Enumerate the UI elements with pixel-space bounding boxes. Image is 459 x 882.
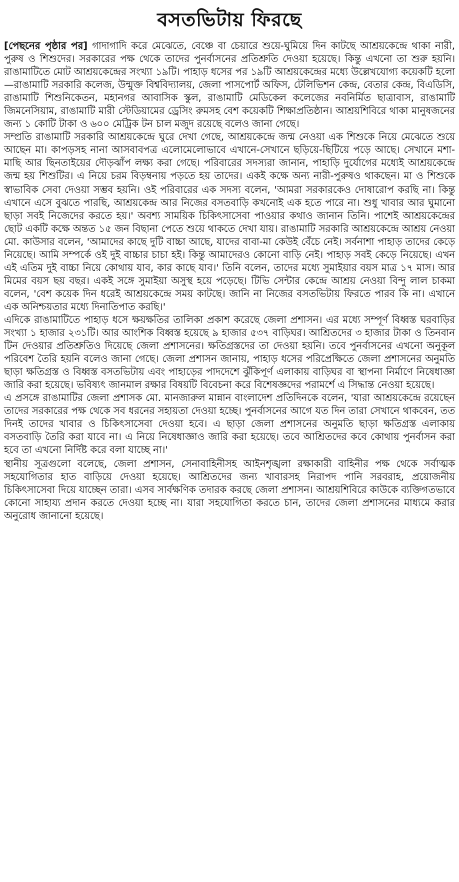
article-paragraph-5: স্থানীয় সূত্রগুলো বলেছে, জেলা প্রশাসন, সেনাবাহিনীসহ আইনশৃঙ্খলা রক্ষাকারী বাহিনীর পক্ষ থেকে সর্বাত্মক সহযোগিতার হাত বাড়িয়ে দেওয়া হয়েছে। আশ্রিতদের জন্য খাবারসহ নিরাপদ পানি সরবরাহ, প্রয়োজনীয় চিকিৎসাসেবা দিয়ে যাচ্ছেন তারা। এসব সার্বক্ষণিক তদারক করছে জেলা প্রশাসন। আশ্রয়শিবিরে কাউকে ব্যক্তিগতভাবে কোনো সাহায্য প্রদান করতে দেওয়া হচ্ছে না। যারা সহযোগিতা করতে চান, তাদের জেলা প্রশাসনের মাধ্যমে করার অনুরোধ জানানো হয়েছে। xyxy=(4,458,455,522)
article-body xyxy=(4,40,455,523)
article-paragraph-2: সম্প্রতি রাঙামাটি সরকারি আশ্রয়কেন্দ্রে ঘুরে দেখা গেছে, আশ্রয়কেন্দ্রে জন্ম নেওয়া এক শিশুকে নিয়ে মেঝেতে শুয়ে আছেন মা। কাপড়সহ নানা আসবাবপত্র এলোমেলোভাবে এখানে-সেখানে ছড়িয়ে-ছিটিয়ে পড়ে আছে। সেখানে মশা-মাছি আর ছিনতাইয়ের দৌড়ঝাঁপ লক্ষ্য করা গেছে। পরিবারের সদস্যরা জানান, পাহাড়ি দুর্যোগের মধ্যেই আশ্রয়কেন্দ্রে জন্ম হয় শিশুটির। এ নিয়ে চরম বিড়ম্বনায় পড়তে হয় তাদের। একই কক্ষে অন্য নারী-পুরুষও থাকছেন। মা ও শিশুকে স্বাভাবিক সেবা দেওয়া সম্ভব হয়নি। ওই পরিবারের এক সদস্য বলেন, 'আমরা সরকারকেও দোষারোপ করছি না। কিন্তু এখানে এসে বুঝতে পারছি, আশ্রয়কেন্দ্র আর নিজের বসতবাড়ি কখনোই এক হতে পারে না। শুধু খাবার আর ঘুমানো ছাড়া সবই নিজেদের করতে হয়।' অবশ্য সাময়িক চিকিৎসাসেবা পাওয়ার কথাও জানান তিনি। পাশেই আশ্রয়কেন্দ্রের ছোট একটি কক্ষে অন্তত ১৫ জন বিছানা পেতে শুয়ে থাকতে দেখা যায়। রাঙামাটি সরকারি আশ্রয়কেন্দ্রে আশ্রয় নেওয়া মো. কাউসার বলেন, 'আমাদের কাছে দুটি বাচ্চা আছে, যাদের বাবা-মা কেউই বেঁচে নেই। সর্বনাশা পাহাড় তাদের কেড়ে নিয়েছে। আমি সম্পর্কে ওই দুই বাচ্চার চাচা হই। কিন্তু আমাদেরও কোনো বাড়ি নেই। পাহাড় সবই কেড়ে নিয়েছে। এখন এই এতিম দুই বাচ্চা নিয়ে কোথায় যাব, কার কাছে যাব।' তিনি বলেন, তাদের মধ্যে সুমাইয়ার বয়স মাত্র ১৭ মাস। আর মিমের বয়স ছয় বছর। একই সঙ্গে সুমাইয়া অসুস্থ হয়ে পড়েছে। টিভি সেন্টার কেন্দ্রে আশ্রয় নেওয়া বিন্দু লাল চাকমা বলেন, 'বেশ কয়েক দিন ধরেই আশ্রয়কেন্দ্রে সময় কাটছে। জানি না নিজের বসতভিটায় ফিরতে পারব কি না। এখানে এক অনিশ্চয়তার মধ্যে দিনাতিপাত করছি।' xyxy=(4,132,455,313)
article-paragraph-1 xyxy=(4,40,455,131)
article-headline: বসতভিটায় ফিরছে xyxy=(157,9,302,31)
continued-from-tag: [পেছনের পৃষ্ঠার পর] xyxy=(4,41,88,52)
paragraph-text: গাদাগাদি করে মেঝেতে, বেঞ্চে বা চেয়ারে শুয়ে-ঘুমিয়ে দিন কাটছে আশ্রয়কেন্দ্রে থাকা নারী, পুরুষ ও শিশুদের। সরকারের পক্ষ থেকে তাদের পুনর্বাসনের প্রতিশ্রুতি দেওয়া হয়েছে। কিন্তু এখনো তা শুরু হয়নি। রাঙামাটিতে মোট আশ্রয়কেন্দ্রের সংখ্যা ১৯টি। পাহাড় ধসের পর ১৯টি আশ্রয়কেন্দ্রের মধ্যে উল্লেখযোগ্য কয়েকটি হলো—রাঙামাটি সরকারি কলেজ, উন্মুক্ত বিশ্ববিদ্যালয়, জেলা পাসপোর্ট অফিস, টেলিভিশন কেন্দ্র, বেতার কেন্দ্র, বিএডিসি, রাঙামাটি শিশুনিকেতন, মহানগর আবাসিক স্কুল, রাঙামাটি মেডিকেল কলেজের নবনির্মিত ছাত্রাবাস, রাঙামাটি জিমনেসিয়াম, রাঙামাটি মারী স্টেডিয়ামের ড্রেসিং রুমসহ বেশ কয়েকটি শিক্ষাপ্রতিষ্ঠান। আশ্রয়শিবিরে থাকা মানুষজনের জন্য ১ কোটি টাকা ও ৬০০ মেট্রিক টন চাল মজুদ রয়েছে বলেও জানা গেছে। xyxy=(4,41,455,131)
article-paragraph-3: এদিকে রাঙামাটিতে পাহাড় ধসে ক্ষয়ক্ষতির তালিকা প্রকাশ করেছে জেলা প্রশাসন। এর মধ্যে সম্পূর্ণ বিধ্বস্ত ঘরবাড়ির সংখ্যা ১ হাজার ২৩১টি। আর আংশিক বিধ্বস্ত হয়েছে ৯ হাজার ৫৩৭ বাড়িঘর। আশ্রিতদের ৩ হাজার টাকা ও তিনবান টিন দেওয়ার প্রতিশ্রুতিও দিয়েছে জেলা প্রশাসনের। ক্ষতিগ্রস্তদের তা দেওয়া হয়নি। তবে পুনর্বাসনের এখনো অনুকূল পরিবেশ তৈরি হয়নি বলেও জানা গেছে। জেলা প্রশাসন জানায়, পাহাড় ধসের পরিপ্রেক্ষিতে জেলা প্রশাসনের অনুমতি ছাড়া ক্ষতিগ্রস্ত ও বিধ্বস্ত বসতভিটায় এবং পাহাড়ের পাদদেশে ঝুঁকিপূর্ণ এলাকায় বাড়িঘর বা স্থাপনা নির্মাণে নিষেধাজ্ঞা জারি করা হয়েছে। ভবিষ্যৎ জানমাল রক্ষার বিষয়টি বিবেচনা করে বিশেষজ্ঞদের পরামর্শে এ সিদ্ধান্ত নেওয়া হয়েছে। xyxy=(4,314,455,392)
article-paragraph-4: এ প্রসঙ্গে রাঙামাটির জেলা প্রশাসক মো. মানজারুল মান্নান বাংলাদেশ প্রতিদিনকে বলেন, 'যারা আশ্রয়কেন্দ্রে রয়েছেন তাদের সরকারের পক্ষ থেকে সব ধরনের সহায়তা দেওয়া হচ্ছে। পুনর্বাসনের আগে যত দিন তারা সেখানে থাকবেন, তত দিনই তাদের খাবার ও চিকিৎসাসেবা দেওয়া হবে। এ ছাড়া জেলা প্রশাসনের অনুমতি ছাড়া ক্ষতিগ্রস্ত এলাকায় বসতবাড়ি তৈরি করা যাবে না। এ নিয়ে নিষেধাজ্ঞাও জারি করা হয়েছে। তবে আশ্রিতদের কবে কোথায় পুনর্বাসন করা হবে তা এখনো নির্দিষ্ট করে বলা যাচ্ছে না।' xyxy=(4,393,455,457)
